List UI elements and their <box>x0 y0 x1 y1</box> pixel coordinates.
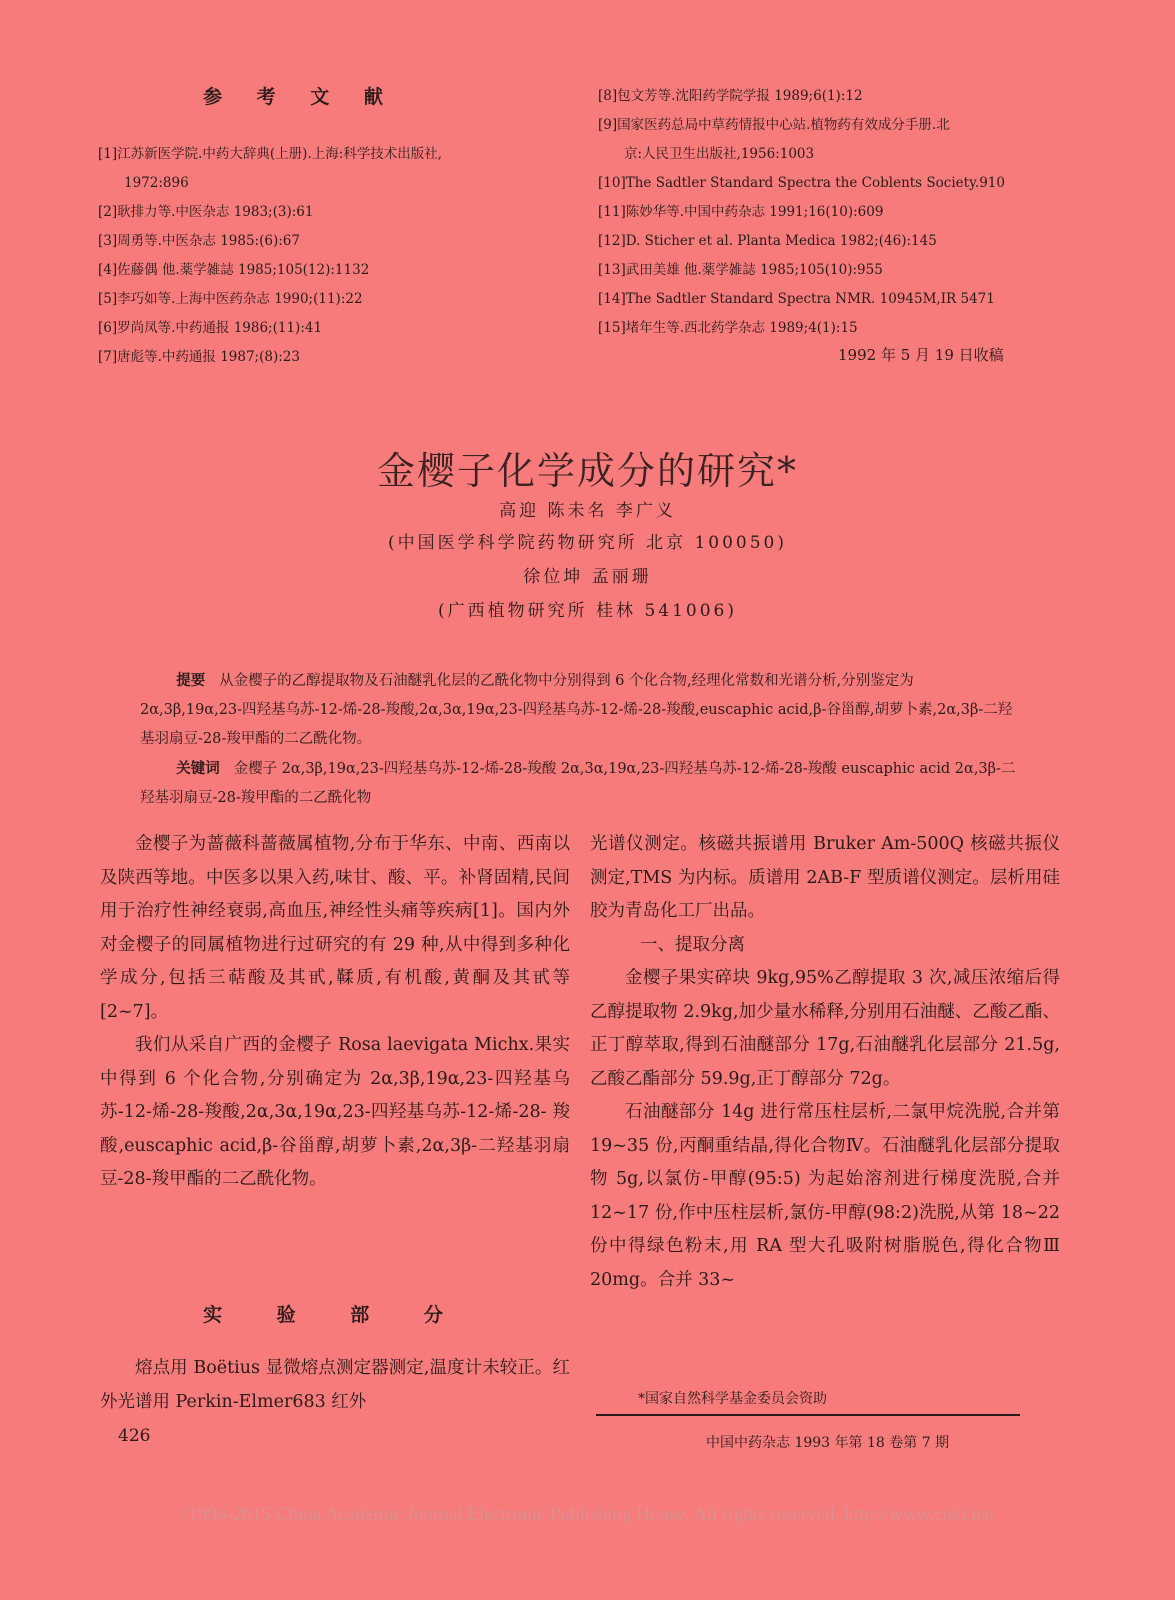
references-heading: 参 考 文 献 <box>203 86 397 108</box>
affiliation-line-1: (中国医学科学院药物研究所 北京 100050) <box>388 533 787 553</box>
paragraph: 石油醚部分 14g 进行常压柱层析,二氯甲烷洗脱,合并第 19~35 份,丙酮重结晶,得化合物Ⅳ。石油醚乳化层部分提取物 5g,以氯仿-甲醇(95:5) 为起始溶剂进行梯度洗脱,合并 12~17 份,作中压柱层析,氯仿-甲醇(98:2)洗脱,从第 18~22 份中得绿色粉末,用 RA 型大孔吸附树脂脱色,得化合物Ⅲ 20mg。合并 33~ <box>590 1102 1060 1290</box>
reference-item: [9]国家医药总局中草药情报中心站.植物药有效成分手册.北 京:人民卫生出版社,1956:1003 <box>598 117 950 162</box>
reference-item: [1]江苏新医学院.中药大辞典(上册).上海:科学技术出版社, 1972:896 <box>98 146 443 191</box>
reference-item: [12]D. Sticher et al. Planta Medica 1982;(46):145 <box>598 233 937 249</box>
abstract-text: 从金樱子的乙醇提取物及石油醚乳化层的乙酰化物中分别得到 6 个化合物,经理化常数和光谱分析,分别鉴定为 2α,3β,19α,23-四羟基乌苏-12-烯-28-羧酸,2α,3α,19α,23-四羟基乌苏-12-烯-28-羧酸,euscaphic acid,β-谷甾醇,胡萝卜素,2α,3β-二羟基羽扇豆-28-羧甲酯的二乙酰化物。 <box>140 673 1013 747</box>
reference-item: [10]The Sadtler Standard Spectra the Coblents Society.910 <box>598 175 1005 191</box>
reference-item: [2]耿排力等.中医杂志 1983;(3):61 <box>98 204 314 220</box>
keywords-text: 金樱子 2α,3β,19α,23-四羟基乌苏-12-烯-28-羧酸 2α,3α,19α,23-四羟基乌苏-12-烯-28-羧酸 euscaphic acid 2α,3β-二羟基羽扇豆-28-羧甲酯的二乙酰化物 <box>140 761 1016 806</box>
reference-item: [11]陈妙华等.中国中药杂志 1991;16(10):609 <box>598 204 884 220</box>
abstract <box>140 666 1020 754</box>
journal-info: 中国中药杂志 1993 年第 18 卷第 7 期 <box>706 1435 950 1451</box>
abstract-label: 提要 <box>176 672 206 689</box>
paragraph: 熔点用 Boëtius 显微熔点测定器测定,温度计未较正。红外光谱用 Perkin-Elmer683 红外 <box>100 1358 570 1412</box>
copyright-footer: ?1994-2015 China Academic Journal Electronic Publishing House. All rights reserved. http://www.cnki.net <box>180 1504 995 1525</box>
body-column-left <box>100 828 570 1197</box>
reference-item: [7]唐彪等.中药通报 1987;(8):23 <box>98 349 300 365</box>
reference-item: [6]罗尚凤等.中药通报 1986;(11):41 <box>98 320 323 336</box>
section-heading: 实 验 部 分 <box>203 1304 467 1326</box>
paragraph: 金樱子为蔷薇科蔷薇属植物,分布于华东、中南、西南以及陕西等地。中医多以果入药,味甘、酸、平。补肾固精,民间用于治疗性神经衰弱,高血压,神经性头痛等疾病[1]。国内外对金樱子的同属植物进行过研究的有 29 种,从中得到多种化学成分,包括三萜酸及其甙,鞣质,有机酸,黄酮及其甙等[2~7]。 <box>100 834 570 1022</box>
reference-item: [5]李巧如等.上海中医药杂志 1990;(11):22 <box>98 291 363 307</box>
paragraph: 光谱仪测定。核磁共振谱用 Bruker Am-500Q 核磁共振仪测定,TMS 为内标。质谱用 2AB-F 型质谱仪测定。层析用硅胶为青岛化工厂出品。 <box>590 834 1060 921</box>
paragraph: 我们从采自广西的金樱子 Rosa laevigata Michx.果实中得到 6 个化合物,分别确定为 2α,3β,19α,23-四羟基乌苏-12-烯-28-羧酸,2α,3α,19α,23-四羟基乌苏-12-烯-28- 羧酸,euscaphic acid,β-谷甾醇,胡萝卜素,2α,3β-二羟基羽扇豆-28-羧甲酯的二乙酰化物。 <box>100 1035 570 1189</box>
article-title: 金樱子化学成分的研究* <box>376 449 798 493</box>
reference-item: [4]佐藤偶 他.薬学雑誌 1985;105(12):1132 <box>98 262 370 278</box>
body-column-right <box>590 828 1060 1297</box>
references-right <box>598 82 1068 343</box>
footnote: *国家自然科学基金委员会资助 <box>638 1391 827 1407</box>
reference-item: [15]堵年生等.西北药学杂志 1989;4(1):15 <box>598 320 858 336</box>
authors-line-1: 高迎 陈未名 李广义 <box>499 501 676 521</box>
keywords <box>140 754 1020 813</box>
affiliation-line-2: (广西植物研究所 桂林 541006) <box>438 601 737 621</box>
paragraph: 金樱子果实碎块 9kg,95%乙醇提取 3 次,减压浓缩后得乙醇提取物 2.9kg,加少量水稀释,分别用石油醚、乙酸乙酯、正丁醇萃取,得到石油醚部分 17g,石油醚乳化层部分 21.5g,乙酸乙酯部分 59.9g,正丁醇部分 72g。 <box>590 968 1060 1089</box>
keywords-label: 关键词 <box>176 760 220 777</box>
page-number: 426 <box>118 1426 151 1446</box>
reference-item: [14]The Sadtler Standard Spectra NMR. 10945M,IR 5471 <box>598 291 995 307</box>
received-date: 1992 年 5 月 19 日收稿 <box>838 346 1004 364</box>
subsection-heading: 一、提取分离 <box>640 934 745 955</box>
footnote-rule <box>596 1414 1020 1416</box>
references-left <box>98 140 578 372</box>
reference-item: [8]包文芳等.沈阳药学院学报 1989;6(1):12 <box>598 88 863 104</box>
reference-item: [13]武田美雄 他.薬学雑誌 1985;105(10):955 <box>598 262 883 278</box>
reference-item: [3]周勇等.中医杂志 1985:(6):67 <box>98 233 300 249</box>
authors-line-2: 徐位坤 孟丽珊 <box>523 567 652 587</box>
abstract-block <box>140 666 1020 813</box>
body-column-left-lower <box>100 1352 570 1419</box>
